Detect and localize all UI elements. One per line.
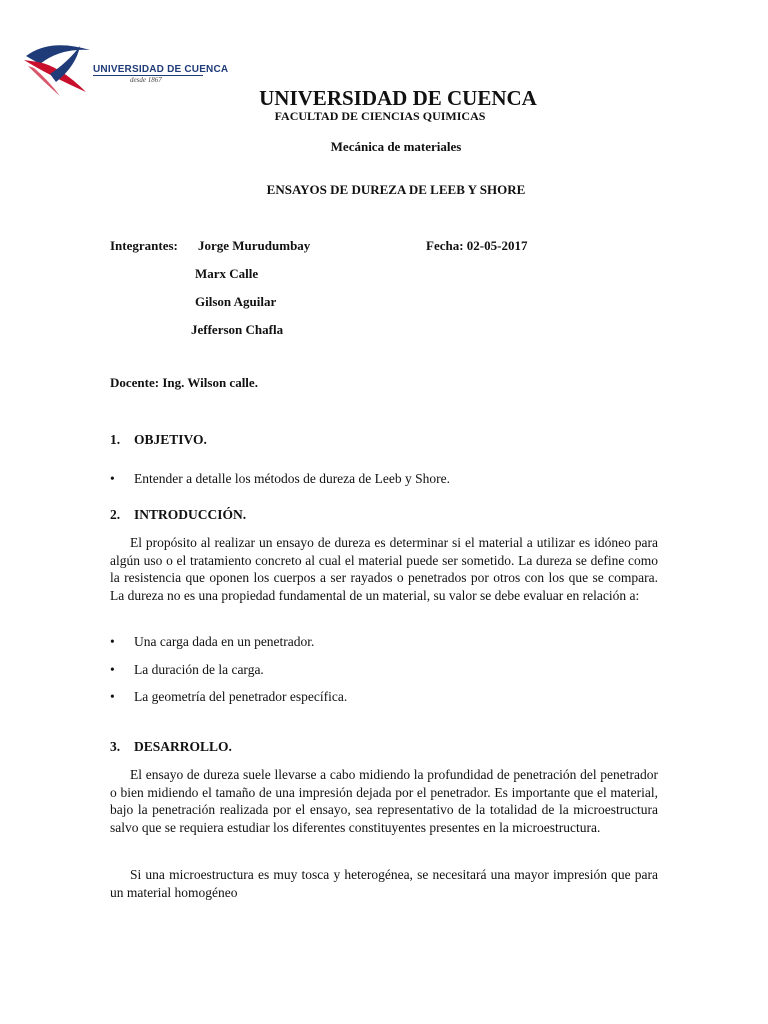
section-title: INTRODUCCIÓN. — [134, 507, 247, 522]
list-item: • Una carga dada en un penetrador. — [110, 634, 315, 649]
members-label: Integrantes: — [110, 238, 178, 253]
logo-tagline: desde 1867 — [130, 76, 162, 84]
logo-name: UNIVERSIDAD DE CUENCA — [93, 64, 229, 75]
university-title: UNIVERSIDAD DE CUENCA — [259, 86, 537, 110]
member-name: Jefferson Chafla — [191, 322, 284, 337]
bullet-icon: • — [110, 662, 115, 677]
date-label: Fecha: — [426, 238, 464, 253]
section-number: 3. — [110, 739, 121, 754]
teacher-value: Ing. Wilson calle. — [162, 375, 258, 390]
section-title: DESARROLLO. — [134, 739, 232, 754]
document-title: ENSAYOS DE DUREZA DE LEEB Y SHORE — [266, 182, 526, 197]
course-title: Mecánica de materiales — [330, 139, 462, 154]
section-number: 1. — [110, 432, 121, 447]
list-item: • La duración de la carga. — [110, 662, 264, 677]
member-name: Jorge Murudumbay — [198, 238, 311, 253]
intro-paragraph: El propósito al realizar un ensayo de dureza es determinar si el material a utilizar es idóneo para algún uso o el tratamiento concreto al cual el material puede ser sometido. La dureza se define como la resistencia que oponen los cuerpos a ser rayados o penetrados por otros con los que se compara. La dureza no es una propiedad fundamental de un material, su valor se debe evaluar en relación a: — [110, 535, 658, 603]
faculty-title: FACULTAD DE CIENCIAS QUIMICAS — [274, 109, 486, 123]
section-heading — [110, 507, 246, 523]
development-paragraph: El ensayo de dureza suele llevarse a cabo midiendo la profundidad de penetración del penetrador o bien midiendo el tamaño de una impresión dejada por el penetrador. Es importante que el material, bajo la penetración realizada por el ensayo, sea representativo de la totalidad de la microestructura salvo que se requiera estudiar los diferentes constituyentes presentes en la microestructura. — [110, 767, 658, 835]
member-name: Marx Calle — [195, 266, 259, 281]
teacher-label: Docente: — [110, 375, 160, 390]
teacher-field — [110, 375, 258, 391]
section-heading — [110, 739, 232, 755]
bullet-icon: • — [110, 634, 115, 649]
bullet-icon: • — [110, 471, 115, 486]
list-item: • La geometría del penetrador específica. — [110, 689, 348, 704]
section-number: 2. — [110, 507, 121, 522]
bullet-icon: • — [110, 689, 115, 704]
section-title: OBJETIVO. — [134, 432, 207, 447]
development-paragraph: Si una microestructura es muy tosca y heterogénea, se necesitará una mayor impresión que para un material homogéneo — [110, 867, 658, 900]
list-item: • Entender a detalle los métodos de dureza de Leeb y Shore. — [110, 471, 451, 486]
date-value: 02-05-2017 — [466, 238, 528, 253]
member-name: Gilson Aguilar — [195, 294, 277, 309]
section-heading — [110, 432, 207, 448]
date-field — [426, 238, 527, 254]
